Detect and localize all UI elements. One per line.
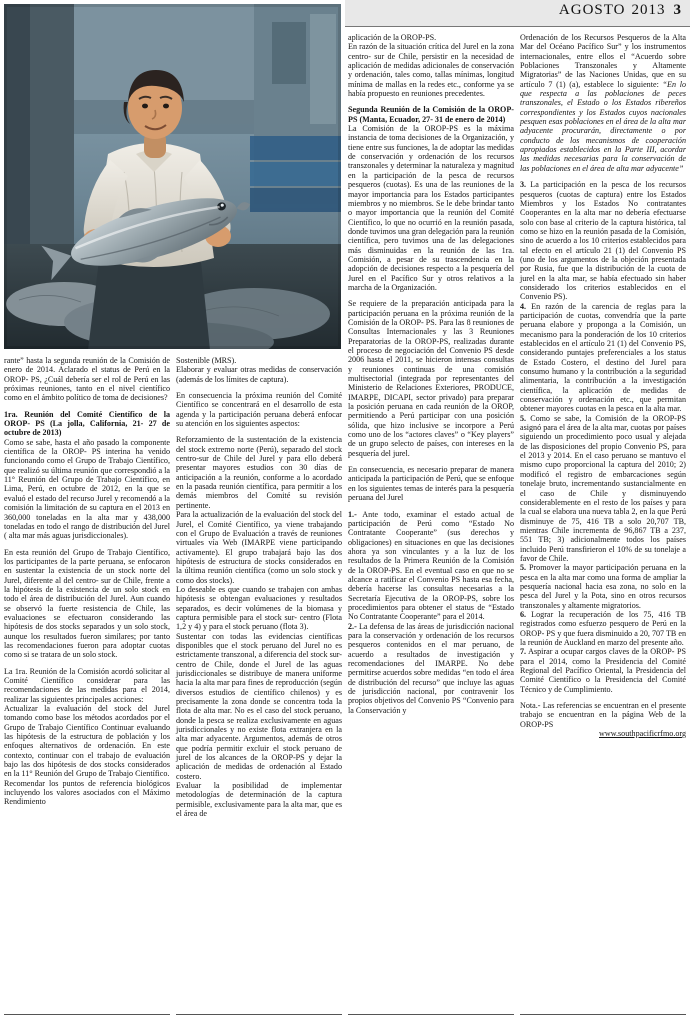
paragraph-text: Ordenación de los Recursos Pesqueros de la Alta Mar del Océano Pacífico Sur” y los instrumentos internacionales, entre ellos el “Acuerdo sobre Poblaciones Transzonales y Altamente Migratorias” de las Naciones Unidas, que en su artículo 7 (1) (a), establece lo siguiente: (520, 33, 686, 89)
paragraph: aplicación de la OROP-PS. (348, 33, 437, 42)
text-column-2 (176, 356, 342, 916)
item-text: Ante todo, examinar el estado actual de participación de Perú como “Estado No Contratante Cooperante” (sus derechos y obligaciones) en situaciones en que las decisiones ahora ya son vinculantes y a la luz de los resultados de la Primera Reunión de la Comisión de la OROP-PS. En el eventual caso en que no se alcance a ratificar el Convenio PS hasta esa fecha, debería hacerse las consultas necesarias a la Secretaría Ejecutiva de la OROP-PS, sobre los procedimientos para obtener el status de “Estado No Contratante Cooperante” para el 2014. (348, 509, 514, 622)
paragraph: Se requiere de la preparación anticipada para la participación peruana en la próxima reunión de la Comisión de la OROP- PS. Para las 8 reuniones de Consultas Internacionales y las 3 Reuniones Preparatorias de la OROP-PS, realizadas durante el proceso de negociación del Convenio PS desde 2006 hasta el 2011, se hicieron intensas consultas y reuniones continuas de una comisión multisectorial (integrada por representantes del Ministerio de Relaciones Exteriores, PRODUCE, IMARPE, DICAPI, sector privado) para preparar la posición peruana en cada reunión de la OROP, permitiendo a Perú participar con una posición sólida, que hizo inclusive se incorpore a Perú como uno de los “actores claves” o “Key players” de un grupo selecto de países, con intereses en la pesquería del jurel. (348, 299, 514, 458)
item-text: Lograr la recuperación de los 75, 416 TB registrados como esfuerzo pesquero de Perú en la OROP- PS y que fuera disminuido a 20, 707 TB en la reunión de Auckland en marzo del presente año. (520, 609, 686, 647)
paragraph: Recomendar los puntos de referencia biológicos incluyendo los valores asociados con el Máximo Rendimiento (4, 778, 170, 807)
paragraph: Para la actualización de la evaluación del stock del Jurel, el Comité Científico, ya viene trabajando con el Grupo de Evaluación a través de reuniones virtuales vía Web (IMARPE viene participando activamente). El grupo trabajará bajo las dos hipótesis de estructura de stocks considerados en la última reunión científica (como un solo stock y como dos stocks). (176, 510, 342, 585)
numbered-item-5 (520, 414, 686, 564)
section-heading-segunda-reunion: Segunda Reunión de la Comisión de la OROP- PS (Manta, Ecuador, 27- 31 de enero de 2014) (348, 105, 514, 124)
item-number: 4. (520, 301, 527, 311)
column-rule-3 (348, 1014, 514, 1015)
paragraph: En esta reunión del Grupo de Trabajo Científico, los participantes de la parte peruana, se enfocaron en sustentar la existencia de un stock norte del Jurel, diferente al del centro- sur de Chile, frente a la hipótesis de la existencia de un solo stock en todo el área de distribución del Jurel. Aun cuando se observó la fuerte resistencia de Chile, las evaluaciones se efectuaron considerando las hipótesis de dos stocks separados y un solo stock, aunque los resultados fueron similares; por tanto las recomendaciones fueron para adoptar cuotas como si se tratara de un solo stock. (4, 547, 170, 660)
fisherman-photo (4, 4, 341, 349)
item-number: 7. (520, 647, 527, 657)
paragraph: Sustentar con todas las evidencias científicas disponibles que el stock peruano del Jurel no es estrictamente transzonal, a diferencia del stock sur-centro de Chile, donde el Jurel de las aguas jurisdiccionales se distribuye de manera uniforme hacia la alta mar para fines de reproducción (según diversos estudios de científico chilenos) y es precisamente la zona donde se concentra toda la flota de alta mar. No es el caso del stock peruano, donde la pesca se realiza exclusivamente en aguas jurisdiccionales y no existe flota extranjera en la alta mar adyacente. Argumentos, además de otros que podría permitir excluir el stock peruano de jurel de los alcances de la OROP-PS y dejar la aplicación de medidas de ordenación al Estado costero. (176, 631, 342, 781)
paragraph: Elaborar y evaluar otras medidas de conservación (además de los límites de captura). (176, 365, 342, 384)
paragraph: Actualizar la evaluación del stock del Jurel tomando como base los métodos acordados por el Grupo de Trabajo Científico Continuar evaluando las hipótesis de la estructura de población y los enfoques alternativos de ordenación. En este contexto, continuar con el trabajo de evaluación bajo las dos hipótesis de dos stocks considerados en la 11° Reunión del Grupo de Trabajo Científico. (4, 704, 170, 779)
paragraph: Sostenible (MRS). (176, 356, 237, 365)
paragraph (520, 33, 686, 173)
item-text: En razón de la carencia de reglas para la participación de cuotas, convendría que la parte peruana elabore y proponga a la Comisión, un mecanismo para la ponderación de los 10 criterios establecidos en el artículo 21 (1) del Convenio PS, considerando puntajes preferenciales a los status de Estado Costero, el destino del Jurel para consumo humano y la contribución a la seguridad alimentaria, la contribución a la investigación científica, la aplicación de medidas de conservación y ordenación etc., que permitan obtener mayores cuotas en la pesca en la alta mar. (520, 301, 686, 414)
item-number: 3. (520, 180, 527, 190)
header-rule (345, 26, 690, 27)
item-text: La participación en la pesca de los recursos pesqueros (cuotas de captura) entre los Estados Miembros y los Estados No contratantes Cooperantes en la alta mar no debería efectuarse solo con base al criterio de la captura histórica, tal como se hizo en la reunión pasada de la Comisión, sino de acuerdo a los 10 criterios establecidos para tal efecto en el artículo 21 (1) del Convenio PS (uno de los argumentos de la objeción presentada por Rusia, fue que la distribución de la cuota de jurel en la alta mar, se había efectuado sin haber considerado los criterios establecidos en el Convenio PS). (520, 180, 686, 302)
numbered-item-4 (520, 302, 686, 414)
header-month: AGOSTO (558, 2, 626, 18)
item-number: 6. (520, 609, 527, 619)
paragraph: rante” hasta la segunda reunión de la Comisión de enero de 2014. Aclarado el status de Perú en la OROP- PS, ¿Cuál debería ser el rol de Perú en las próximas reuniones, tanto en el nivel científico como en el ámbito político de toma de decisiones? (4, 356, 170, 403)
item-number: 1.- (348, 509, 357, 519)
item-text: Como se sabe, la Comisión de la OROP-PS asignó para el área de la alta mar, cuotas por países siguiendo un procedimiento poco usual y alejada de las disposiciones del propio Convenio PS, para el 2013 y 2014. En el caso peruano se mantuvo el mismo cupo proporcional la captura del 2010; 2) modificó el registro de embarcaciones según tonelaje bruto, incrementando sustancialmente en el caso de Chile y disminuyendo considerablemente en el resto de los países y para la cual se elabora una nueva tabla 2, en la que Perú disminuye de 75, 416 TB a solo 20,707 TB, mientras Chile incrementa de 96,867 TB a 237, 551 TB; 3) adicionalmente todos los países incluido Perú transfirieron el 10% de su tonelaje a favor de Chile. (520, 413, 686, 563)
section-heading-comite-cientifico: 1ra. Reunión del Comité Científico de la OROP- PS (La jolla, California, 21- 27 de octubre de 2013) (4, 409, 170, 438)
numbered-item-1 (348, 510, 514, 622)
footnote-text: Las referencias se encuentran en el presente trabajo se encuentran en la página Web de la OROP-PS (520, 701, 686, 729)
item-number: 5. (520, 563, 527, 573)
paragraph: En consecuencia, es necesario preparar de manera anticipada la participación de Perú, que se enfoque en los siguientes temas de interés para la pesquería peruana del Jurel (348, 465, 514, 503)
column-rule-2 (176, 1014, 342, 1015)
text-column-3 (348, 33, 514, 918)
paragraph: Como se sabe, hasta el año pasado la componente científica de la OROP- PS interina ha venido funcionando como el Grupo de Trabajo Científico, que realizó su última reunión que correspondió a la 11° Reunión del Grupo de Trabajo Científico, en Lima, Perú, en octubre de 2012, en la que se evaluó el estado del recurso Jurel y recomendó a la comisión la limitación de su captura en el 2013 en 360,000 toneladas en la alta mar y 438,000 toneladas en todo el rango de distribución del Jurel ( alta mar más aguas jurisdiccionales). (4, 437, 170, 541)
paragraph: Lo deseable es que cuando se trabajen con ambas hipótesis se obtengan evaluaciones y resultados separados, es decir volúmenes de la biomasa y captura permisible para el stock sur- centro (Flota 1,2 y 4) y para el stock peruano (flota 3). (176, 584, 342, 632)
footnote (520, 701, 686, 729)
item-text: Promover la mayor participación peruana en la pesca en la alta mar como una forma de ampliar la pesquería nacional hacia esa zona, no solo en la pesca del Jurel y la Pota, sino en otros recursos transzonales y altamente migratorios. (520, 563, 686, 610)
numbered-item-3 (520, 180, 686, 301)
numbered-item-6 (520, 563, 686, 610)
numbered-item-7 (520, 610, 686, 647)
numbered-item-2 (348, 622, 514, 715)
column-rule-4 (520, 1014, 686, 1015)
item-text: La defensa de las áreas de jurisdicción nacional para la conservación y ordenación de los recursos pesqueros contenidos en el mar peruano, de acuerdo a resultados de investigación y recomendaciones del IMARPE. No debe permitirse acuerdos sobre medidas “en todo el área de distribución del recurso” que incluye las aguas de jurisdicción nacional, por contravenir los propios objetivos del Convenio PS “Convenio para la Conservación y (348, 621, 514, 715)
photo-illustration (4, 4, 341, 349)
paragraph: La Comisión de la OROP-PS es la máxima instancia de toma decisiones de la Organización, y tiene entre sus funciones, la de adoptar las medidas de conservación y ordenación de los recursos transzonales y determinar la naturaleza y magnitud en la participación de la pesca de recursos pesqueros (cuotas). Es una de las reuniones de la mayor importancia para los Estados participantes miembros y no miembros. Se le debe brindar tanto o mayor importancia que la reunión del Comité Científico, lo que no ocurrió en la reunión pasada, donde tuvimos una gran delegación para la reunión científica, pero tuvimos una de las delegaciones más disminuidas en la reunión de las 1ra. Comisión, a pesar de su trascendencia en la adopción de decisiones respecto a la pesquería del Jurel en el Pacífico Sur y otros relativos a la marcha de la Organización. (348, 124, 514, 292)
paragraph: En razón de la situación crítica del Jurel en la zona centro- sur de Chile, persistir en la necesidad de aplicación de medidas adicionales de conservación y ordenación, tales como, tallas mínimas, longitud mínima de mallas en la redes etc., conforme ya se había propuesto en reuniones precedentes. (348, 42, 514, 99)
page-header (559, 2, 682, 19)
paragraph: La 1ra. Reunión de la Comisión acordó solicitar al Comité Científico considerar para las recomendaciones de las medidas para el 2014, realizar las siguientes principales acciones: (4, 666, 170, 704)
paragraph: En consecuencia la próxima reunión del Comité Científico se concentrará en el desarrollo de esta agenda y la participación peruana deberá enfocar su atención en los siguientes aspectos: (176, 391, 342, 429)
item-text: Aspirar a ocupar cargos claves de la OROP- PS para el 2014, como la Presidencia del Comité Regional del Pacífico Oriental, la Presidencia del Comité Científico o la Presidencia del Comité Técnico y de Cumplimiento. (520, 647, 686, 694)
page-number: 3 (673, 2, 682, 18)
item-number: 5. (520, 413, 527, 423)
footnote-url[interactable]: www.southpacificrfmo.org (599, 729, 686, 739)
paragraph: Evaluar la posibilidad de implementar metodologías de determinación de la captura permisible, exclusivamente para la alta mar, que es el área de (176, 781, 342, 819)
footnote-label: Nota.- (520, 701, 541, 711)
item-number: 2.- (348, 621, 357, 631)
paragraph: Reforzamiento de la sustentación de la existencia del stock extremo norte (Perú), separado del stock centro-sur de Chile del Jurel y para ello deberá presentar mayores estudios con 30 días de anticipación a la reunión, conforme a lo acordado en la pasada reunión científica, para permitir a los demás miembros del Comité su revisión pertinente. (176, 435, 342, 510)
text-column-4 (520, 33, 686, 918)
column-rule-1 (4, 1014, 170, 1015)
quoted-article-text: “En lo que respecta a las poblaciones de peces transzonales, el Estado o los Estados ribereños correspondientes y los Estados cuyos nacionales pesquen esas poblaciones en el área de la alta mar adyacente procurarán, directamente o por conducto de los mecanismos de cooperación apropiados establecidos en la Parte III, acordar las medidas necesarias para la conservación de las poblaciones en el área de alta mar adyacente” (520, 79, 687, 173)
numbered-item-8 (520, 647, 686, 694)
text-column-1 (4, 356, 170, 916)
header-year: 2013 (631, 2, 666, 18)
